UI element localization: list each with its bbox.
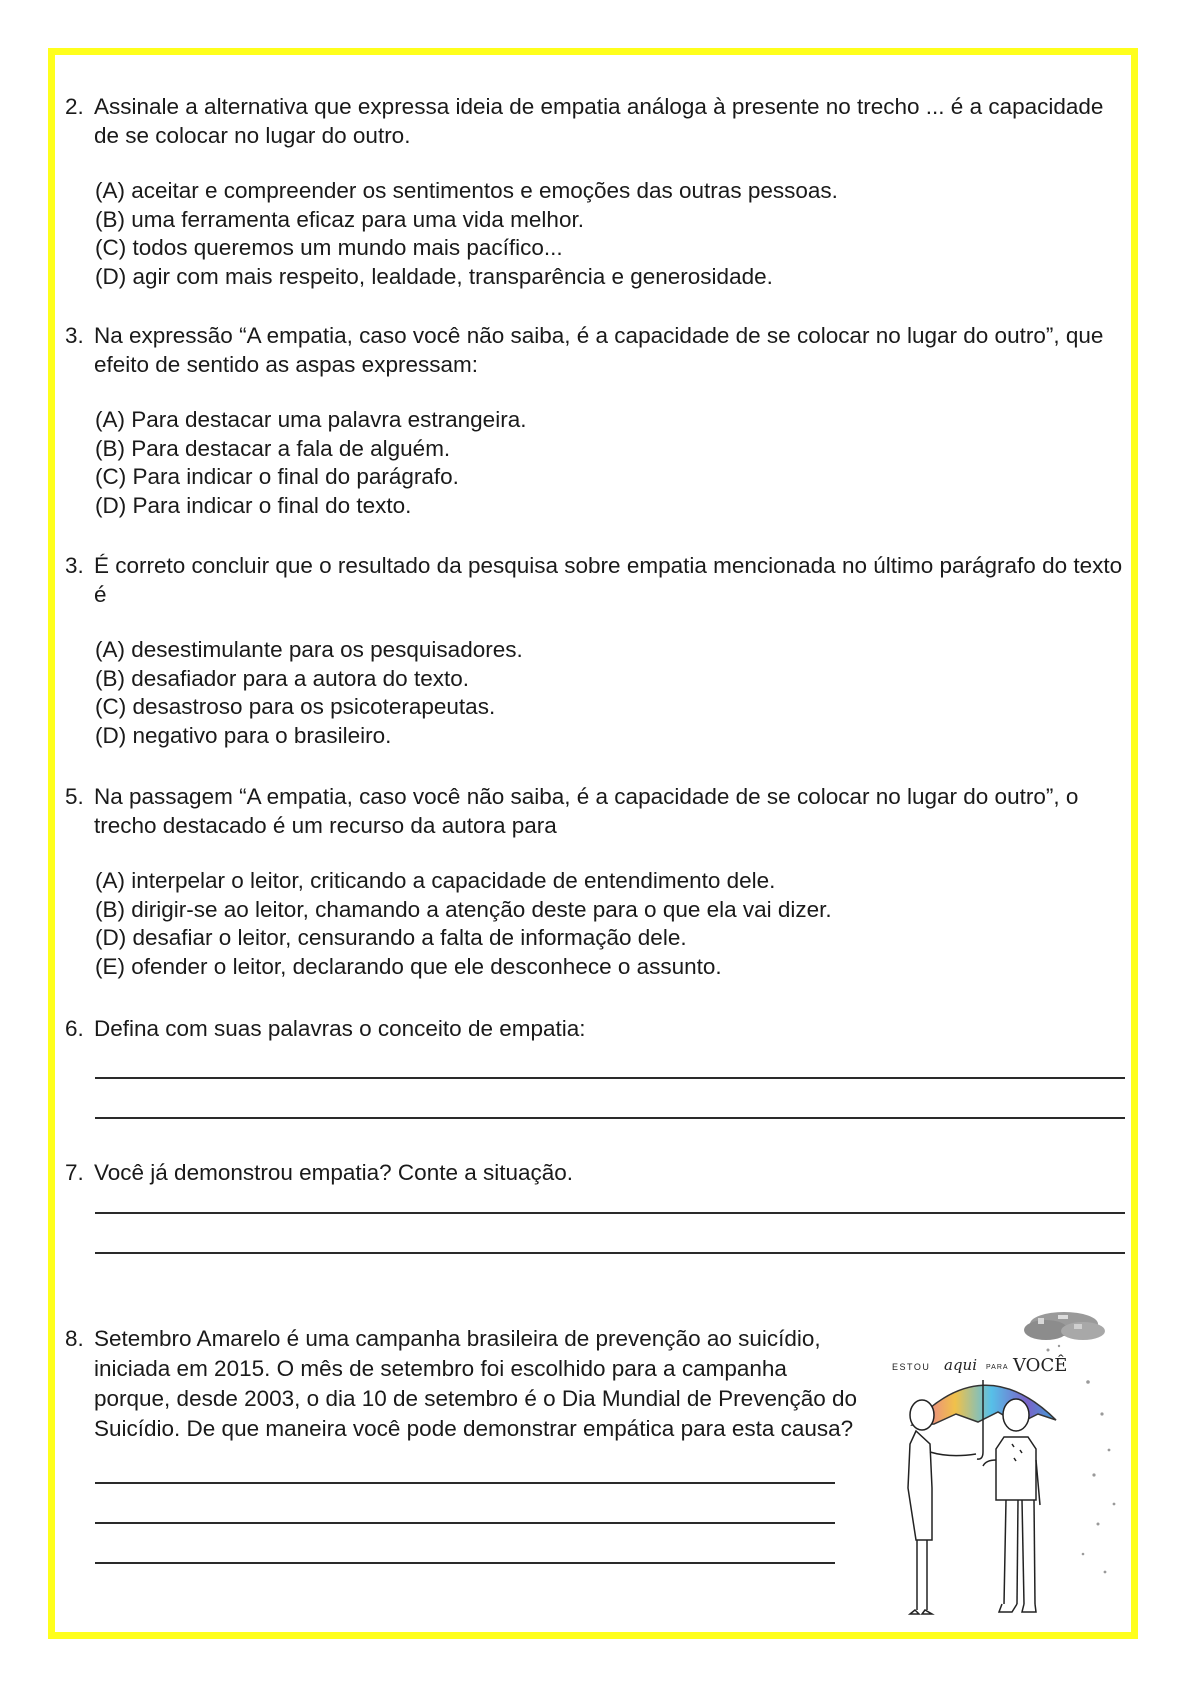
umbrella-illustration <box>888 1310 1124 1626</box>
question-2 <box>65 92 1125 291</box>
question-8 <box>65 1324 865 1564</box>
option-a: (A) Para destacar uma palavra estrangeira. <box>95 407 527 432</box>
question-3-research <box>65 551 1125 750</box>
person-left <box>908 1400 976 1614</box>
question-number: 2. <box>65 94 84 119</box>
caption-word-voce: VOCÊ <box>1013 1355 1068 1376</box>
answer-line[interactable] <box>95 1212 1125 1214</box>
answer-line[interactable] <box>95 1482 835 1484</box>
option-c: (C) todos queremos um mundo mais pacífico... <box>95 235 563 260</box>
question-6 <box>65 1014 1125 1119</box>
answer-line[interactable] <box>95 1562 835 1564</box>
option-a: (A) aceitar e compreender os sentimentos e emoções das outras pessoas. <box>95 178 838 203</box>
option-e: (E) ofender o leitor, declarando que ele desconhece o assunto. <box>95 953 722 979</box>
answer-line[interactable] <box>95 1252 1125 1254</box>
answer-line[interactable] <box>95 1522 835 1524</box>
question-number: 6. <box>65 1016 84 1041</box>
question-number: 5. <box>65 784 84 809</box>
caption-word-aqui: aqui <box>944 1356 978 1374</box>
question-stem: Na passagem “A empatia, caso você não saiba, é a capacidade de se colocar no lugar do outro”, o trecho destacado é um recurso da autora para <box>94 784 1079 838</box>
option-b: (B) dirigir-se ao leitor, chamando a atenção deste para o que ela vai dizer. <box>95 896 832 922</box>
caption-word-para: PARA <box>986 1364 1009 1371</box>
question-number: 8. <box>65 1326 84 1351</box>
option-d: (D) Para indicar o final do texto. <box>95 492 412 518</box>
question-number: 3. <box>65 553 84 578</box>
question-stem: Você já demonstrou empatia? Conte a situação. <box>94 1160 574 1185</box>
caption-word-estou: ESTOU <box>892 1362 931 1372</box>
option-c: (C) Para indicar o final do parágrafo. <box>95 464 459 489</box>
person-right <box>983 1399 1040 1612</box>
question-stem: Na expressão “A empatia, caso você não saiba, é a capacidade de se colocar no lugar do outro”, que efeito de sentido as aspas expressam: <box>94 323 1104 377</box>
question-5 <box>65 782 1125 981</box>
question-stem: Assinale a alternativa que expressa ideia de empatia análoga à presente no trecho ... é a capacidade de se colocar no lugar do outro. <box>94 94 1104 148</box>
question-7 <box>65 1158 1125 1254</box>
question-number: 7. <box>65 1160 84 1185</box>
question-stem: Defina com suas palavras o conceito de empatia: <box>94 1016 586 1041</box>
option-d: (D) desafiar o leitor, censurando a falta de informação dele. <box>95 925 687 950</box>
question-number: 3. <box>65 323 84 348</box>
options-list <box>95 177 1125 291</box>
cloud-icon <box>1024 1312 1105 1340</box>
option-b: (B) uma ferramenta eficaz para uma vida melhor. <box>95 206 584 232</box>
answer-line[interactable] <box>95 1077 1125 1079</box>
options-list <box>95 867 1125 981</box>
option-c: (C) desastroso para os psicoterapeutas. <box>95 694 496 719</box>
option-a: (A) desestimulante para os pesquisadores. <box>95 637 523 662</box>
option-b: (B) desafiador para a autora do texto. <box>95 665 469 691</box>
question-3-quotes <box>65 321 1125 520</box>
options-list <box>95 406 1125 520</box>
option-b: (B) Para destacar a fala de alguém. <box>95 435 451 461</box>
rain-drops <box>1047 1345 1116 1574</box>
option-a: (A) interpelar o leitor, criticando a capacidade de entendimento dele. <box>95 868 776 893</box>
question-stem: Setembro Amarelo é uma campanha brasileira de prevenção ao suicídio, iniciada em 2015. O mês de setembro foi escolhido para a campanha porque, desde 2003, o dia 10 de setembro é o Dia Mundial de Prevenção do Suicídio. De que maneira você pode demonstrar empática para esta causa? <box>94 1326 858 1441</box>
answer-line[interactable] <box>95 1117 1125 1119</box>
question-stem: É correto concluir que o resultado da pesquisa sobre empatia mencionada no último parágrafo do texto é <box>94 553 1123 607</box>
options-list <box>95 636 1125 750</box>
option-d: (D) agir com mais respeito, lealdade, transparência e generosidade. <box>95 263 773 289</box>
option-d: (D) negativo para o brasileiro. <box>95 722 392 748</box>
